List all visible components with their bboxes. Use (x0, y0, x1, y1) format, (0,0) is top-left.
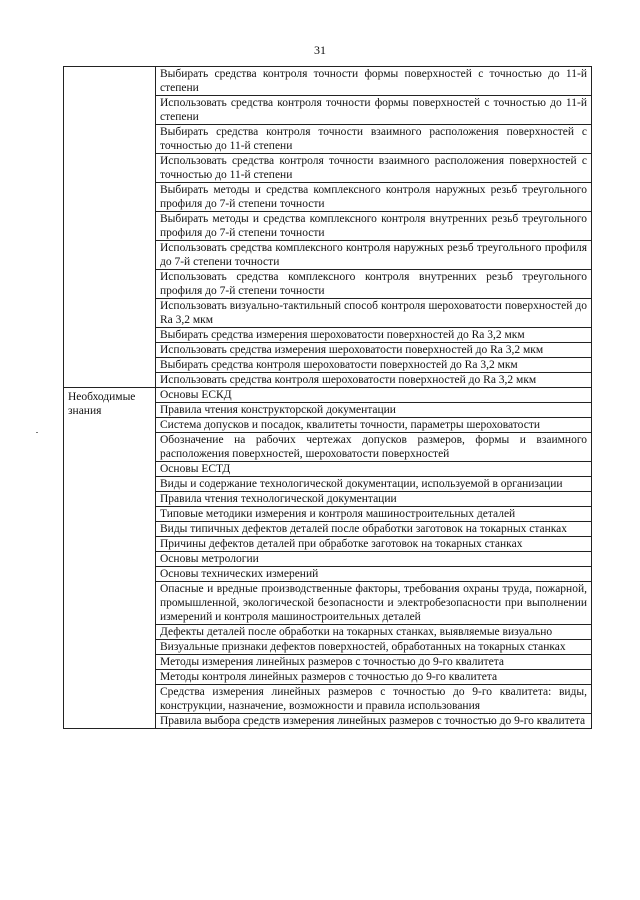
requirement-text: Выбирать средства контроля точности взаимного расположения поверхностей с точностью до 11-й степени (160, 126, 587, 152)
requirement-text: Методы измерения линейных размеров с точностью до 9-го квалитета (160, 656, 504, 668)
requirement-text: Виды типичных дефектов деталей после обработки заготовок на токарных станках (160, 523, 568, 535)
requirement-text: Использовать средства измерения шероховатости поверхностей до Ra 3,2 мкм (160, 344, 544, 356)
requirement-cell (156, 403, 592, 418)
requirement-text: Опасные и вредные производственные факторы, требования охраны труда, пожарной, промышленной, экологической безопасности и электробезопасности при выполнении измерений и контроля машиностроительных деталей (160, 583, 587, 623)
requirement-text: Использовать средства комплексного контроля наружных резьб треугольного профиля до 7-й степени точности (160, 242, 587, 268)
requirement-cell (156, 567, 592, 582)
page-number: 31 (314, 43, 326, 57)
requirement-text: Типовые методики измерения и контроля машиностроительных деталей (160, 508, 516, 520)
requirement-cell (156, 388, 592, 403)
requirement-cell (156, 96, 592, 125)
requirement-text: Методы контроля линейных размеров с точностью до 9-го квалитета (160, 671, 498, 683)
requirement-text: Основы технических измерений (160, 568, 319, 580)
requirement-cell (156, 212, 592, 241)
requirement-text: Выбирать средства контроля точности формы поверхностей с точностью до 11-й степени (160, 68, 587, 94)
requirement-text: Использовать средства контроля точности формы поверхностей с точностью до 11-й степени (160, 97, 587, 123)
requirement-cell (156, 582, 592, 625)
requirement-cell (156, 462, 592, 477)
requirement-text: Основы ЕСТД (160, 463, 231, 475)
requirement-cell (156, 328, 592, 343)
requirement-cell (156, 714, 592, 729)
requirement-cell (156, 154, 592, 183)
requirement-text: Выбирать средства измерения шероховатости поверхностей до Ra 3,2 мкм (160, 329, 525, 341)
requirement-cell (156, 183, 592, 212)
requirement-text: Причины дефектов деталей при обработке заготовок на токарных станках (160, 538, 523, 550)
requirement-cell (156, 358, 592, 373)
requirement-text: Правила чтения технологической документации (160, 493, 397, 505)
requirement-text: Использовать визуально-тактильный способ контроля шероховатости поверхностей до Ra 3,2 мкм (160, 300, 587, 326)
requirement-text: Система допусков и посадок, квалитеты точности, параметры шероховатости (160, 419, 540, 431)
requirement-cell (156, 270, 592, 299)
requirement-text: Выбирать средства контроля шероховатости поверхностей до Ra 3,2 мкм (160, 359, 518, 371)
requirement-cell (156, 373, 592, 388)
requirement-cell (156, 67, 592, 96)
requirement-text: Основы ЕСКД (160, 389, 232, 401)
requirement-cell (156, 507, 592, 522)
requirement-cell (156, 685, 592, 714)
table-row (64, 67, 592, 96)
margin-mark (36, 432, 38, 433)
requirement-cell (156, 655, 592, 670)
section-label-knowledge (64, 388, 156, 729)
requirement-text: Обозначение на рабочих чертежах допусков размеров, формы и взаимного расположения поверхностей, шероховатости поверхностей (160, 434, 587, 460)
requirement-text: Использовать средства комплексного контроля внутренних резьб треугольного профиля до 7-й степени точности (160, 271, 587, 297)
requirement-cell (156, 492, 592, 507)
requirement-text: Правила выбора средств измерения линейных размеров с точностью до 9-го квалитета (160, 715, 586, 727)
requirement-text: Правила чтения конструкторской документации (160, 404, 396, 416)
requirement-cell (156, 552, 592, 567)
requirement-text: Использовать средства контроля шероховатости поверхностей до Ra 3,2 мкм (160, 374, 537, 386)
requirement-text: Выбирать методы и средства комплексного контроля внутренних резьб треугольного профиля до 7-й степени точности (160, 213, 587, 239)
requirement-cell (156, 477, 592, 492)
requirements-table (63, 66, 592, 729)
section-label-text: Необходимые знания (68, 391, 136, 417)
requirement-cell (156, 433, 592, 462)
requirement-cell (156, 343, 592, 358)
requirement-cell (156, 241, 592, 270)
requirement-text: Визуальные признаки дефектов поверхностей, обработанных на токарных станках (160, 641, 566, 653)
requirement-text: Основы метрологии (160, 553, 259, 565)
requirement-text: Средства измерения линейных размеров с точностью до 9-го квалитета: виды, конструкции, назначение, возможности и правила использования (160, 686, 587, 712)
requirement-cell (156, 522, 592, 537)
requirement-cell (156, 299, 592, 328)
section-label-continued (64, 67, 156, 388)
requirement-text: Виды и содержание технологической документации, используемой в организации (160, 478, 563, 490)
requirement-cell (156, 418, 592, 433)
requirement-cell (156, 537, 592, 552)
table-row (64, 388, 592, 403)
requirement-text: Использовать средства контроля точности взаимного расположения поверхностей с точностью до 11-й степени (160, 155, 587, 181)
requirement-text: Дефекты деталей после обработки на токарных станках, выявляемые визуально (160, 626, 553, 638)
requirement-cell (156, 670, 592, 685)
requirement-cell (156, 625, 592, 640)
requirement-text: Выбирать методы и средства комплексного контроля наружных резьб треугольного профиля до 7-й степени точности (160, 184, 587, 210)
requirement-cell (156, 640, 592, 655)
requirement-cell (156, 125, 592, 154)
